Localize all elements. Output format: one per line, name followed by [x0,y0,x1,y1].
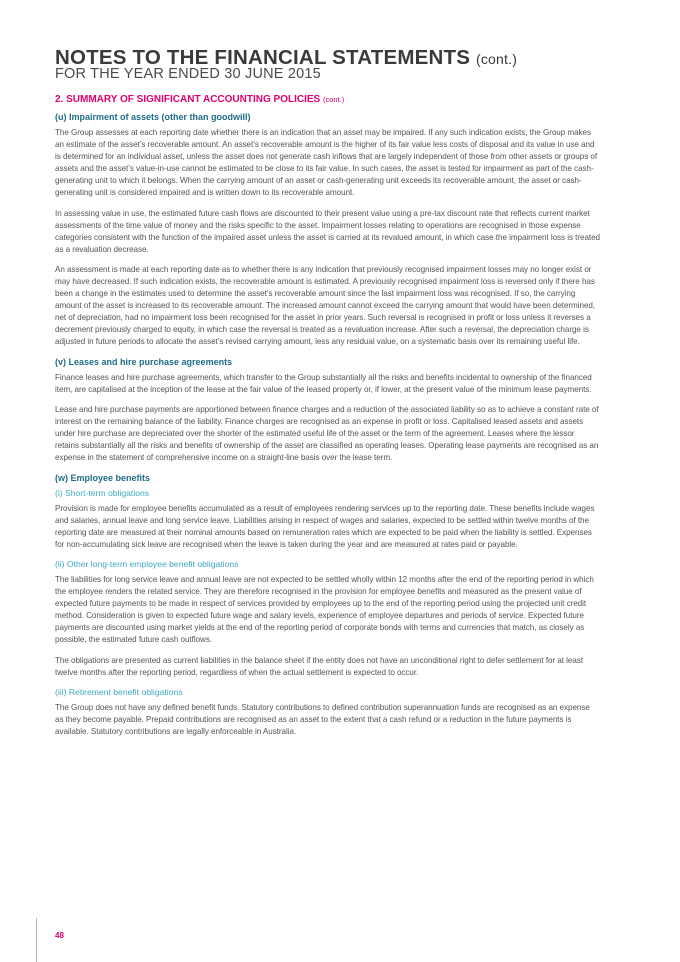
employee-benefits-heading: (w) Employee benefits [55,472,151,483]
impairment-heading: (u) Impairment of assets (other than goodwill) [55,112,251,122]
leases-paragraph-1: Finance leases and hire purchase agreements, which transfer to the Group substantially all the risks and benefits incidental to ownership of the financed item, are capitalised at the inception of the lease at the fair value of the leased property or, if lower, at the present value of the minimum lease payments. [55,372,592,394]
impairment-paragraph-1: The Group assesses at each reporting date whether there is an indication that an asset may be impaired. If any such indication exists, the Group makes an estimate of the asset’s recoverable amount. An asset’s recoverable amount is the higher of its fair value less costs of disposal and its value in use and is determined for an individual asset, unless the asset does not generate cash inflows that are largely independent of those from other assets or groups of assets and the asset’s value-in-use cannot be estimated to be close to its fair value. In such cases, the asset is tested for impairment as part of the cash-generating unit to which it belongs. When the carrying amount of an asset or cash-generating unit exceeds its recoverable amount, the asset or cash-generating unit is considered impaired and is written down to its recoverable amount. [55,128,598,197]
retirement-obligations-heading: (iii) Retirement benefit obligations [55,687,183,697]
impairment-paragraph-3: An assessment is made at each reporting date as to whether there is any indication that previously recognised impairment losses may no longer exist or may have decreased. If such indication exists, the recoverable amount is estimated. A previously recognised impairment loss is reversed only if there has been a change in the estimates used to determine the asset’s recoverable amount since the last impairment loss was recognised. If so, the carrying amount of the asset is increased to its recoverable amount. The increased amount cannot exceed the carrying amount that would have been determined, net of depreciation, had no impairment loss been recognised for the asset in prior years. Such reversal is recognised in profit or loss unless it reverses a decrement previously charged to equity, in which case the reversal is treated as a revaluation increase. After such a reversal, the depreciation charge is adjusted in future periods to allocate the asset’s revised carrying amount, less any residual value, on a systematic basis over its remaining useful life. [55,265,596,346]
impairment-paragraph-2: In assessing value in use, the estimated future cash flows are discounted to their present value using a pre-tax discount rate that reflects current market assessments of the time value of money and the risks specific to the asset. Impairment losses relating to operations are recognised in those expense categories consistent with the function of the impaired asset unless the asset is carried at its revalued amount, in which case the impairment loss is treated as a revaluation decrease. [55,208,601,254]
section-heading-text: 2. SUMMARY OF SIGNIFICANT ACCOUNTING POLICIES [55,94,321,105]
leases-paragraph-2: Lease and hire purchase payments are apportioned between finance charges and a reduction of the associated liability so as to achieve a constant rate of interest on the remaining balance of the liability. Finance charges are recognised as an expense in profit or loss. Capitalised leased assets and assets under hire purchase are depreciated over the shorter of the estimated useful life of the asset or the term of the agreement. Leases where the lessor retains substantially all the risks and benefits of ownership of the asset are classified as operating leases. Operating lease payments are recognised as an expense in the statement of comprehensive income on a straight-line basis over the lease term. [55,405,599,462]
retirement-paragraph: The Group does not have any defined benefit funds. Statutory contributions to defined contribution superannuation funds are recognised as an expense as they become payable. Prepaid contributions are recognised as an asset to the extent that a cash refund or a reduction in the future payments is available. Statutory contributions are legally enforceable in Australia. [55,703,590,736]
page-content [55,94,600,747]
page-title-text: NOTES TO THE FINANCIAL STATEMENTS [55,46,471,69]
page-number: 48 [55,931,64,940]
page-subtitle: FOR THE YEAR ENDED 30 JUNE 2015 [55,66,321,82]
long-term-paragraph-1: The liabilities for long service leave and annual leave are not expected to be settled wholly within 12 months after the end of the reporting period in which the employee renders the related service. They are therefore recognised in the provision for employee benefits and measured as the present value of expected future payments to be made in respect of services provided by employees up to the end of the reporting period using the projected unit credit method. Consideration is given to expected future wage and salary levels, experience of employee departures and periods of service. Expected future payments are discounted using market yields at the end of the reporting period of corporate bonds with terms and currencies that match, as closely as possible, the estimated future cash outflows. [55,575,594,644]
long-term-paragraph-2: The obligations are presented as current liabilities in the balance sheet if the entity does not have an unconditional right to defer settlement for at least twelve months after the reporting period, regardless of when the actual settlement is expected to occur. [55,655,584,677]
long-term-obligations-heading: (ii) Other long-term employee benefit obligations [55,559,239,569]
section-heading-cont: (cont.) [322,95,345,104]
page-title-cont: (cont.) [476,51,518,67]
short-term-obligations-heading: (i) Short-term obligations [55,487,150,498]
page-margin-rule [36,918,37,962]
short-term-paragraph: Provision is made for employee benefits accumulated as a result of employees rendering services up to the reporting date. These benefits include wages and salaries, annual leave and long service leave. Liabilities arising in respect of wages and salaries, expected to be settled within twelve months of the reporting date are measured at their nominal amounts based on remuneration rates which are expected to be paid when the liability is settled. Expenses for non-accumulating sick leave are recognised when the leave is taken during the year and are measured at rates paid or payable. [55,503,595,549]
section-heading [55,94,600,105]
leases-heading: (v) Leases and hire purchase agreements [55,356,233,367]
